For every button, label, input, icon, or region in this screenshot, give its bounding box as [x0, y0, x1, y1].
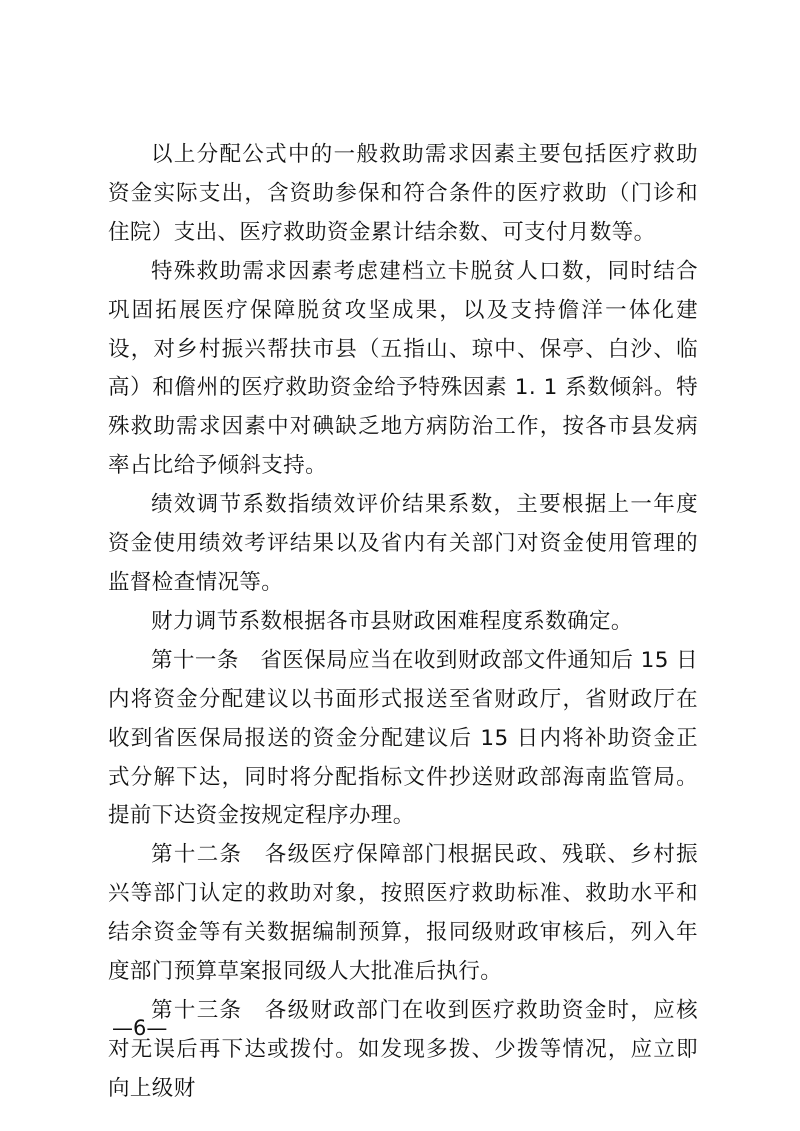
paragraph-2-text: 特殊救助需求因素考虑建档立卡脱贫人口数，同时结合巩固拓展医疗保障脱贫攻坚成果，以及支持儋洋一体化建设，对乡村振兴帮扶市县（五指山、琼中、保亭、白沙、临高）和儋州的医疗救助资金给予特殊因素 1. 1 系数倾斜。特殊救助需求因素中对碘缺乏地方病防治工作，按各市县发病率占比给予倾斜支持。 [108, 258, 698, 479]
article-11-text: 省医保局应当在收到财政部文件通知后 15 日内将资金分配建议以书面形式报送至省财政厅，省财政厅在收到省医保局报送的资金分配建议后 15 日内将补助资金正式分解下达，同时将分配指标文件抄送财政部海南监管局。提前下达资金按规定程序办理。 [108, 647, 698, 829]
article-11 [108, 642, 698, 837]
paragraph-1-text: 以上分配公式中的一般救助需求因素主要包括医疗救助资金实际支出，含资助参保和符合条件的医疗救助（门诊和住院）支出、医疗救助资金累计结余数、可支付月数等。 [108, 142, 698, 245]
article-12 [108, 836, 698, 992]
article-11-heading: 第十一条 [151, 647, 239, 673]
article-12-heading: 第十二条 [151, 842, 243, 868]
paragraph-3 [108, 486, 698, 603]
paragraph-3-text: 绩效调节系数指绩效评价结果系数，主要根据上一年度资金使用绩效考评结果以及省内有关部门对资金使用管理的监督检查情况等。 [108, 492, 698, 595]
paragraph-1 [108, 136, 698, 253]
paragraph-2 [108, 253, 698, 486]
article-13-text: 各级财政部门在收到医疗救助资金时，应核对无误后再下达或拨付。如发现多拨、少拨等情况，应立即向上级财 [108, 997, 698, 1101]
page-number: —6— [112, 1016, 168, 1040]
paragraph-4 [108, 603, 698, 642]
paragraph-4-text: 财力调节系数根据各市县财政困难程度系数确定。 [151, 608, 633, 634]
document-page [108, 136, 698, 1109]
article-13-heading: 第十三条 [151, 997, 243, 1023]
article-13 [108, 992, 698, 1109]
article-12-text: 各级医疗保障部门根据民政、残联、乡村振兴等部门认定的救助对象，按照医疗救助标准、救助水平和结余资金等有关数据编制预算，报同级财政审核后，列入年度部门预算草案报同级人大批准后执行。 [108, 842, 698, 985]
